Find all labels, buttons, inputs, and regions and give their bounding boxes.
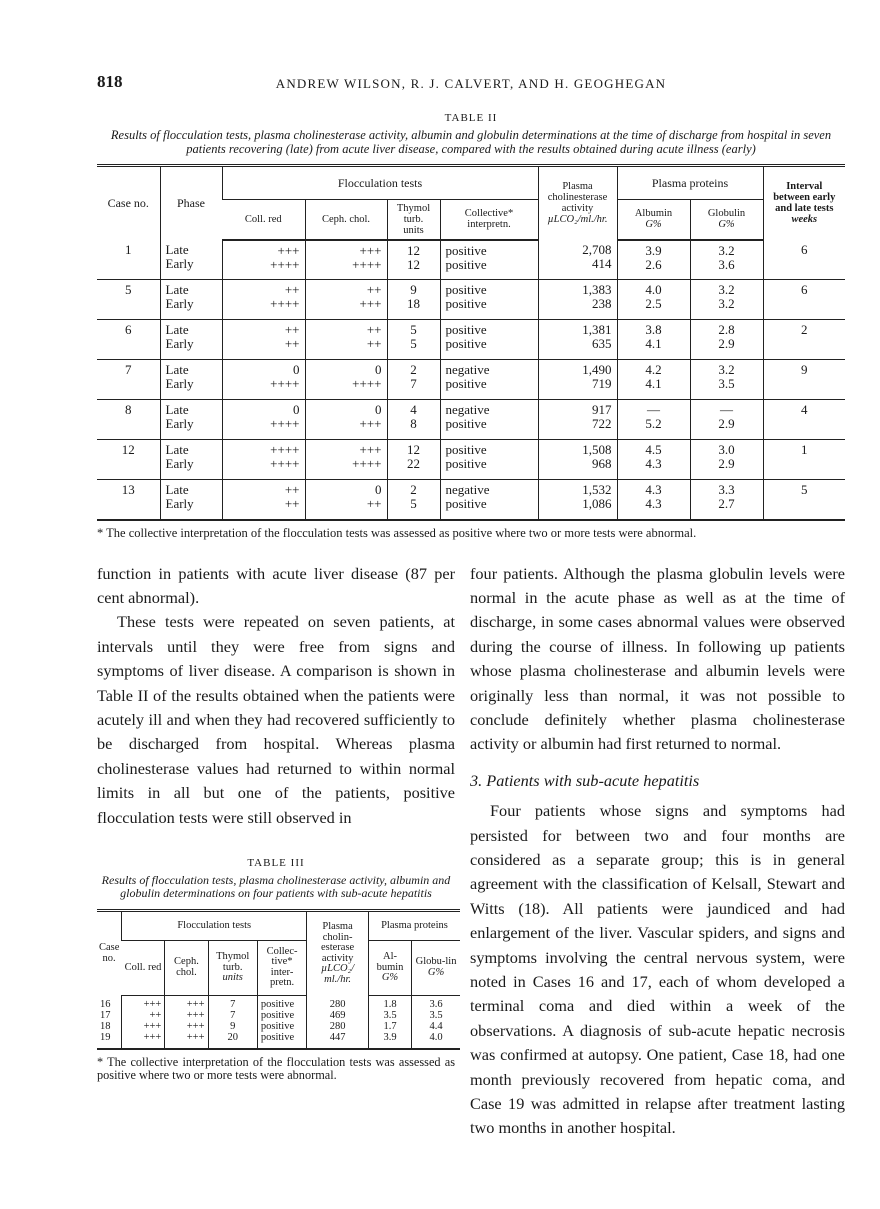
header-text: Al-bumin	[376, 951, 404, 973]
cell-value: ++++	[270, 376, 300, 391]
cell-interval: 2	[763, 320, 845, 360]
header-plasma-cholinesterase	[307, 910, 369, 995]
cell-value: 968	[592, 456, 612, 471]
cell-albumin	[617, 320, 690, 360]
cell-cholinesterase	[538, 240, 617, 280]
cell-value: 2	[410, 482, 417, 497]
cell-interval: 1	[763, 440, 845, 480]
cell-value: 3.3	[718, 482, 735, 497]
header-text: Albumin	[634, 208, 673, 220]
page-header	[97, 72, 845, 96]
table3-footnote: * The collective interpretation of the flocculation tests was assessed as positive where two or more tests were abnormal.	[97, 1054, 455, 1082]
cell-value: 12	[407, 256, 420, 272]
table-row	[97, 440, 845, 480]
cell-value: 414	[592, 255, 612, 271]
cell-value: positive	[445, 442, 487, 457]
cell-value: 4.1	[645, 376, 662, 391]
header-globulin	[690, 200, 763, 240]
cell-value: ++	[366, 282, 382, 297]
cell-globulin	[690, 400, 763, 440]
cell-cholinesterase	[538, 480, 617, 520]
paragraph: Four patients whose signs and symptoms had persisted for between two and four months are considered as a separate group; this is in general agreement with the classification of Kelsall, Stewart and Witts (18). All patients were jaundiced and had enlargement of the liver. Vascular spiders, and signs and symptoms involving the central nervous system, were noted in Cases 16 and 17, each of whom developed a terminal coma and died within a week of the observations. A diagnosis of sub-acute hepatic necrosis was confirmed at autopsy. One patient, Case 18, had one month previously recovered from hepatic coma, and Case 19 was admitted in relapse after treatment lasting two months in another hospital.	[470, 801, 845, 1138]
cell-value: 1,381	[582, 322, 612, 337]
header-unit: units	[222, 972, 243, 984]
cell-value: +++	[359, 442, 382, 457]
cell-value: Early	[165, 255, 194, 271]
cell-value: 12	[407, 442, 420, 457]
header-unit: µLCO₂/ml./hr.	[547, 214, 608, 226]
cell-case: 7	[125, 362, 132, 377]
cell-value: Early	[165, 376, 194, 391]
table-row	[97, 360, 845, 400]
cell-collective	[440, 320, 538, 360]
cell-ceph-chol	[305, 400, 387, 440]
cell-value: 4.2	[645, 362, 662, 377]
cell-value: 5	[410, 496, 417, 511]
table3-body	[97, 995, 460, 1049]
cell-collective: positive	[257, 1010, 306, 1021]
cell-coll-red	[222, 440, 305, 480]
table3-label: TABLE III	[247, 856, 305, 869]
cell-value: 2.9	[718, 456, 735, 471]
header-case: Case no.	[99, 942, 120, 964]
cell-collective	[440, 240, 538, 280]
cell-value: 18	[407, 296, 420, 311]
table2-body	[97, 240, 845, 520]
header-phase: Phase	[160, 166, 222, 240]
cell-cholinesterase	[538, 280, 617, 320]
cell-case: 5	[125, 282, 132, 297]
cell-albumin: 1.7	[368, 1021, 411, 1032]
header-text: Plasma cholinesterase activity	[547, 181, 608, 215]
cell-value: 2.8	[718, 322, 735, 337]
cell-collective	[440, 360, 538, 400]
cell-thymol: 9	[208, 1021, 257, 1032]
header-text: Thymol turb.	[216, 951, 250, 973]
cell-coll-red: ++	[122, 1010, 165, 1021]
cell-value: ++++	[270, 442, 300, 457]
cell-value: ++	[366, 496, 382, 511]
cell-interval: 9	[763, 360, 845, 400]
cell-albumin	[617, 480, 690, 520]
cell-value: +++	[359, 242, 382, 258]
cell-value: positive	[445, 282, 487, 297]
cell-ceph-chol: +++	[165, 1032, 208, 1049]
cell-coll-red	[222, 400, 305, 440]
header-unit: µLCO₂/ ml./hr.	[321, 963, 355, 985]
header-flocculation: Flocculation tests	[122, 910, 307, 940]
cell-thymol: 7	[208, 995, 257, 1010]
header-unit: G%	[427, 966, 445, 978]
cell-case: 8	[125, 402, 132, 417]
cell-value: 2.9	[718, 416, 735, 431]
cell-value: 9	[410, 282, 417, 297]
cell-phase	[160, 280, 222, 320]
table2-label: TABLE II	[444, 112, 498, 124]
cell-value: ++++	[352, 456, 382, 471]
left-column	[97, 562, 455, 1141]
page	[97, 0, 845, 1141]
cell-value: 0	[293, 402, 300, 417]
cell-ceph-chol	[305, 320, 387, 360]
cell-globulin: 4.4	[412, 1021, 460, 1032]
cell-value: 5	[410, 336, 417, 351]
cell-value: positive	[445, 496, 487, 511]
header-text: Plasma cholin-esterase activity	[320, 921, 355, 964]
cell-interval: 4	[763, 400, 845, 440]
cell-coll-red	[222, 320, 305, 360]
cell-value: positive	[445, 242, 487, 258]
cell-value: Late	[165, 362, 189, 377]
cell-collective	[440, 280, 538, 320]
table-row	[97, 1032, 460, 1049]
cell-case: 16	[100, 998, 111, 1010]
header-text: Globulin	[707, 208, 746, 220]
header-globulin	[412, 940, 460, 995]
table-row	[97, 995, 460, 1010]
cell-value: ++	[284, 336, 300, 351]
cell-value: 3.2	[718, 362, 735, 377]
cell-coll-red	[222, 480, 305, 520]
cell-value: 0	[375, 482, 382, 497]
cell-collective	[440, 480, 538, 520]
cell-interval: 6	[763, 280, 845, 320]
cell-value: —	[647, 402, 661, 417]
cell-value: 3.9	[645, 242, 662, 258]
header-collective: Collective* interpretn.	[440, 200, 538, 240]
cell-value: 3.0	[718, 442, 735, 457]
cell-ceph-chol: +++	[165, 1010, 208, 1021]
cell-phase	[160, 240, 222, 280]
cell-value: 2.9	[718, 336, 735, 351]
cell-value: Late	[165, 482, 189, 497]
cell-case: 12	[121, 442, 135, 457]
cell-value: 4.0	[645, 282, 662, 297]
cell-value: Late	[165, 442, 189, 457]
cell-value: ++	[284, 322, 300, 337]
cell-value: 3.8	[645, 322, 662, 337]
cell-value: +++	[359, 416, 382, 431]
cell-value: 2,708	[582, 241, 612, 257]
cell-value: 0	[375, 402, 382, 417]
cell-value: 1,086	[582, 496, 612, 511]
table3	[97, 909, 460, 1050]
header-coll-red: Coll. red	[122, 940, 165, 995]
cell-globulin	[690, 360, 763, 400]
cell-phase	[160, 440, 222, 480]
cell-value: positive	[445, 296, 487, 311]
header-unit: G%	[381, 972, 399, 984]
header-thymol: Thymol turb. units	[387, 200, 440, 240]
cell-albumin: 1.8	[368, 995, 411, 1010]
cell-globulin	[690, 480, 763, 520]
cell-cholinesterase	[538, 320, 617, 360]
cell-value: ++++	[270, 416, 300, 431]
cell-albumin	[617, 440, 690, 480]
table-row	[97, 400, 845, 440]
table-row	[97, 1021, 460, 1032]
cell-value: Early	[165, 456, 194, 471]
cell-ceph-chol	[305, 480, 387, 520]
cell-thymol	[387, 280, 440, 320]
cell-value: 1,532	[582, 482, 612, 497]
header-plasma-cholinesterase	[538, 166, 617, 240]
cell-globulin: 3.6	[412, 995, 460, 1010]
cell-value: ++++	[270, 256, 300, 272]
cell-cholinesterase	[538, 400, 617, 440]
cell-value: 635	[592, 336, 612, 351]
cell-globulin: 4.0	[412, 1032, 460, 1049]
cell-coll-red	[222, 360, 305, 400]
cell-value: positive	[445, 336, 487, 351]
cell-globulin	[690, 240, 763, 280]
cell-value: 3.2	[718, 296, 735, 311]
cell-value: ++++	[352, 376, 382, 391]
cell-thymol	[387, 240, 440, 280]
header-ceph-chol: Ceph. chol.	[305, 200, 387, 240]
cell-value: 1,383	[582, 282, 612, 297]
table-row	[97, 280, 845, 320]
paragraph: function in patients with acute liver disease (87 per cent abnormal).	[97, 563, 455, 607]
cell-value: Early	[165, 296, 194, 311]
cell-value: positive	[445, 256, 487, 272]
cell-value: Late	[165, 402, 189, 417]
cell-cholinesterase: 469	[307, 1010, 369, 1021]
cell-ceph-chol	[305, 280, 387, 320]
cell-value: 4.3	[645, 482, 662, 497]
cell-value: 2.7	[718, 496, 735, 511]
header-plasma-proteins: Plasma proteins	[617, 166, 763, 200]
cell-collective: positive	[257, 1032, 306, 1049]
cell-globulin	[690, 320, 763, 360]
table-row	[97, 1010, 460, 1021]
cell-coll-red: +++	[122, 1032, 165, 1049]
cell-value: ++++	[270, 296, 300, 311]
cell-case: 13	[121, 482, 135, 497]
table2-caption: Results of flocculation tests, plasma cholinesterase activity, albumin and globulin determinations at the time of discharge from hospital in seven patients recovering (late) from acute liver disease, compared with the results obtained during acute illness (early)	[110, 128, 832, 156]
cell-collective: positive	[257, 1021, 306, 1032]
cell-value: ++	[284, 482, 300, 497]
right-column	[470, 562, 845, 1141]
cell-cholinesterase: 280	[307, 995, 369, 1010]
cell-value: 4.3	[645, 496, 662, 511]
cell-globulin	[690, 440, 763, 480]
cell-albumin	[617, 280, 690, 320]
header-albumin	[617, 200, 690, 240]
header-interval	[763, 166, 845, 240]
cell-globulin	[690, 280, 763, 320]
cell-coll-red: +++	[122, 1021, 165, 1032]
cell-value: 0	[293, 362, 300, 377]
cell-value: ++++	[270, 456, 300, 471]
cell-thymol	[387, 320, 440, 360]
cell-coll-red	[222, 280, 305, 320]
cell-phase	[160, 480, 222, 520]
cell-interval: 5	[763, 480, 845, 520]
cell-value: +++	[359, 296, 382, 311]
cell-case: 18	[100, 1020, 111, 1032]
header-thymol	[208, 940, 257, 995]
cell-value: Late	[165, 241, 189, 257]
cell-value: 4.3	[645, 456, 662, 471]
cell-value: ++	[366, 322, 382, 337]
cell-value: 12	[407, 242, 420, 258]
cell-value: 8	[410, 416, 417, 431]
cell-value: 2	[410, 362, 417, 377]
cell-thymol: 20	[208, 1032, 257, 1049]
cell-value: 722	[592, 416, 612, 431]
cell-ceph-chol: +++	[165, 1021, 208, 1032]
cell-collective	[440, 440, 538, 480]
cell-albumin: 3.9	[368, 1032, 411, 1049]
cell-cholinesterase	[538, 440, 617, 480]
cell-value: 1,490	[582, 362, 612, 377]
cell-case: 17	[100, 1009, 111, 1021]
cell-collective	[440, 400, 538, 440]
cell-case: 6	[125, 322, 132, 337]
body-columns	[97, 562, 845, 1141]
cell-interval: 6	[763, 240, 845, 280]
table2-footnote: * The collective interpretation of the flocculation tests was assessed as positive where two or more tests were abnormal.	[97, 525, 697, 540]
cell-ceph-chol	[305, 360, 387, 400]
header-plasma-proteins: Plasma proteins	[368, 910, 460, 940]
cell-value: Early	[165, 496, 194, 511]
cell-value: positive	[445, 322, 487, 337]
cell-cholinesterase	[538, 360, 617, 400]
cell-value: 0	[375, 362, 382, 377]
cell-value: ++	[284, 496, 300, 511]
cell-value: 7	[410, 376, 417, 391]
cell-value: positive	[445, 376, 487, 391]
header-collective: Collec-tive* inter-pretn.	[257, 940, 306, 995]
cell-value: 719	[592, 376, 612, 391]
cell-cholinesterase: 447	[307, 1032, 369, 1049]
cell-coll-red	[222, 240, 305, 280]
cell-value: 5	[410, 322, 417, 337]
cell-value: 22	[407, 456, 420, 471]
cell-collective: positive	[257, 995, 306, 1010]
cell-cholinesterase: 280	[307, 1021, 369, 1032]
table2	[97, 164, 845, 521]
cell-albumin	[617, 400, 690, 440]
header-unit: G%	[718, 219, 735, 231]
cell-value: 2.5	[645, 296, 662, 311]
cell-value: 1,508	[582, 442, 612, 457]
cell-thymol	[387, 480, 440, 520]
section-heading: 3. Patients with sub-acute hepatitis	[470, 770, 700, 790]
cell-value: ++	[366, 336, 382, 351]
header-unit: weeks	[791, 214, 818, 226]
cell-thymol	[387, 440, 440, 480]
table-row	[97, 480, 845, 520]
cell-globulin: 3.5	[412, 1010, 460, 1021]
cell-albumin: 3.5	[368, 1010, 411, 1021]
cell-value: 3.6	[718, 256, 735, 272]
cell-thymol: 7	[208, 1010, 257, 1021]
cell-ceph-chol	[305, 240, 387, 280]
running-title: ANDREW WILSON, R. J. CALVERT, AND H. GEOGHEGAN	[275, 76, 667, 91]
header-case: Case no.	[107, 195, 149, 210]
cell-albumin	[617, 240, 690, 280]
cell-value: negative	[445, 402, 490, 417]
cell-value: Late	[165, 322, 189, 337]
cell-value: ++++	[352, 256, 382, 272]
cell-value: 3.2	[718, 282, 735, 297]
cell-value: positive	[445, 416, 487, 431]
header-text: Globu-lin	[415, 956, 457, 968]
cell-value: 3.5	[718, 376, 735, 391]
cell-value: positive	[445, 456, 487, 471]
cell-coll-red: +++	[122, 995, 165, 1010]
cell-value: negative	[445, 482, 490, 497]
cell-value: 4.5	[645, 442, 662, 457]
page-number: 818	[97, 72, 123, 91]
header-text: Interval between early and late tests	[773, 181, 836, 215]
cell-value: 4.1	[645, 336, 662, 351]
cell-ceph-chol: +++	[165, 995, 208, 1010]
header-unit: G%	[645, 219, 662, 231]
cell-value: 238	[592, 296, 612, 311]
table-row	[97, 320, 845, 360]
header-coll-red: Coll. red	[222, 200, 305, 240]
cell-value: 917	[592, 402, 612, 417]
cell-case: 19	[100, 1031, 111, 1043]
header-ceph-chol: Ceph. chol.	[165, 940, 208, 995]
cell-phase	[160, 360, 222, 400]
cell-value: 3.2	[718, 242, 735, 258]
cell-phase	[160, 320, 222, 360]
cell-thymol	[387, 360, 440, 400]
cell-value: Early	[165, 336, 194, 351]
header-flocculation: Flocculation tests	[222, 166, 538, 200]
cell-value: 2.6	[645, 256, 662, 272]
cell-ceph-chol	[305, 440, 387, 480]
cell-value: 5.2	[645, 416, 662, 431]
cell-value: —	[720, 402, 734, 417]
cell-value: ++	[284, 282, 300, 297]
table-row	[97, 240, 845, 280]
cell-value: 4	[410, 402, 417, 417]
cell-value: negative	[445, 362, 490, 377]
table3-caption: Results of flocculation tests, plasma cholinesterase activity, albumin and globulin determinations on four patients with sub-acute hepatitis	[101, 872, 451, 901]
cell-thymol	[387, 400, 440, 440]
paragraph: These tests were repeated on seven patients, at intervals until they were free from signs and symptoms of liver disease. A comparison is shown in Table II of the results obtained when the patients were acutely ill and when they had recovered sufficiently to be discharged from hospital. Whereas plasma cholinesterase values had returned to within normal limits in all but one of the patients, positive flocculation tests were still observed in	[97, 612, 455, 827]
paragraph: four patients. Although the plasma globulin levels were normal in the acute phase as well as at the time of discharge, in some cases abnormal values were observed during the course of illness. In following up patients whose plasma cholinesterase and albumin levels were originally less than normal, it was not possible to conclude definitely whether plasma cholinesterase activity or albumin had first returned to normal.	[470, 563, 845, 754]
cell-value: +++	[277, 242, 300, 258]
cell-case: 1	[125, 241, 132, 257]
cell-value: Late	[165, 282, 189, 297]
cell-phase	[160, 400, 222, 440]
cell-albumin	[617, 360, 690, 400]
cell-value: Early	[165, 416, 194, 431]
header-albumin	[368, 940, 411, 995]
